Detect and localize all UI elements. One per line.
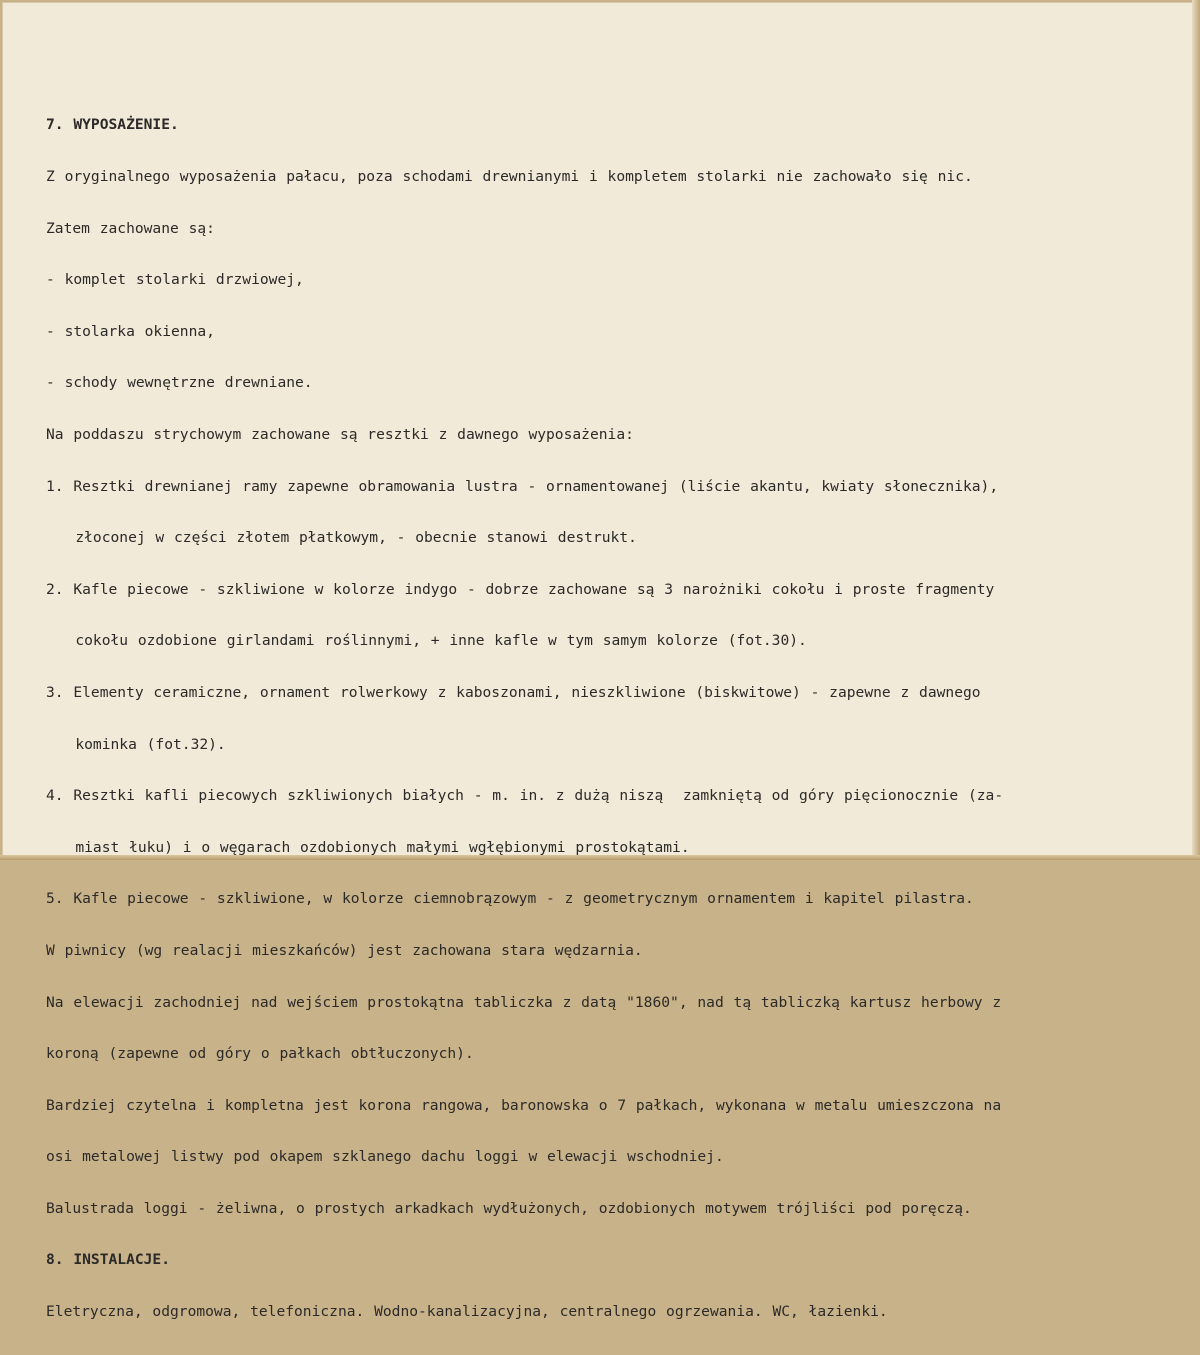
- text-line: W piwnicy (wg realacji mieszkańców) jest zachowana stara wędzarnia.: [46, 942, 1176, 959]
- document-text: [46, 82, 1176, 1355]
- paper-edge-right: [1192, 0, 1200, 860]
- text-line: Bardziej czytelna i kompletna jest korona rangowa, baronowska o 7 pałkach, wykonana w metalu umieszczona na: [46, 1097, 1176, 1114]
- text-line: Na elewacji zachodniej nad wejściem prostokątna tabliczka z datą "1860", nad tą tabliczką kartusz herbowy z: [46, 994, 1176, 1011]
- section-heading-installations: 8. INSTALACJE.: [46, 1251, 1176, 1268]
- text-line: - komplet stolarki drzwiowej,: [46, 271, 1176, 288]
- text-line: - schody wewnętrzne drewniane.: [46, 374, 1176, 391]
- text-line: Z oryginalnego wyposażenia pałacu, poza schodami drewnianymi i kompletem stolarki nie zachowało się nic.: [46, 168, 1176, 185]
- text-line: Eletryczna, odgromowa, telefoniczna. Wodno-kanalizacyjna, centralnego ogrzewania. WC, łazienki.: [46, 1303, 1176, 1320]
- section-heading-equipment: 7. WYPOSAŻENIE.: [46, 116, 1176, 133]
- text-line: złoconej w części złotem płatkowym, - obecnie stanowi destrukt.: [46, 529, 1176, 546]
- text-line: 2. Kafle piecowe - szkliwione w kolorze indygo - dobrze zachowane są 3 narożniki cokołu i proste fragmenty: [46, 581, 1176, 598]
- text-line: 1. Resztki drewnianej ramy zapewne obramowania lustra - ornamentowanej (liście akantu, kwiaty słonecznika),: [46, 478, 1176, 495]
- text-line: miast łuku) i o węgarach ozdobionych małymi wgłębionymi prostokątami.: [46, 839, 1176, 856]
- text-line: 3. Elementy ceramiczne, ornament rolwerkowy z kaboszonami, nieszkliwione (biskwitowe) - zapewne z dawnego: [46, 684, 1176, 701]
- paper-edge-bottom: [0, 855, 1200, 860]
- text-line: Zatem zachowane są:: [46, 220, 1176, 237]
- text-line: koroną (zapewne od góry o pałkach obtłuczonych).: [46, 1045, 1176, 1062]
- text-line: 4. Resztki kafli piecowych szkliwionych białych - m. in. z dużą niszą zamkniętą od góry pięcionocznie (za-: [46, 787, 1176, 804]
- text-line: cokołu ozdobione girlandami roślinnymi, + inne kafle w tym samym kolorze (fot.30).: [46, 632, 1176, 649]
- text-line: - stolarka okienna,: [46, 323, 1176, 340]
- text-line: Na poddaszu strychowym zachowane są resztki z dawnego wyposażenia:: [46, 426, 1176, 443]
- text-line: 5. Kafle piecowe - szkliwione, w kolorze ciemnobrązowym - z geometrycznym ornamentem i kapitel pilastra.: [46, 890, 1176, 907]
- typewritten-page: [2, 2, 1195, 856]
- text-line: kominka (fot.32).: [46, 736, 1176, 753]
- text-line: Balustrada loggi - żeliwna, o prostych arkadkach wydłużonych, ozdobionych motywem trójliści pod poręczą.: [46, 1200, 1176, 1217]
- text-line: osi metalowej listwy pod okapem szklanego dachu loggi w elewacji wschodniej.: [46, 1148, 1176, 1165]
